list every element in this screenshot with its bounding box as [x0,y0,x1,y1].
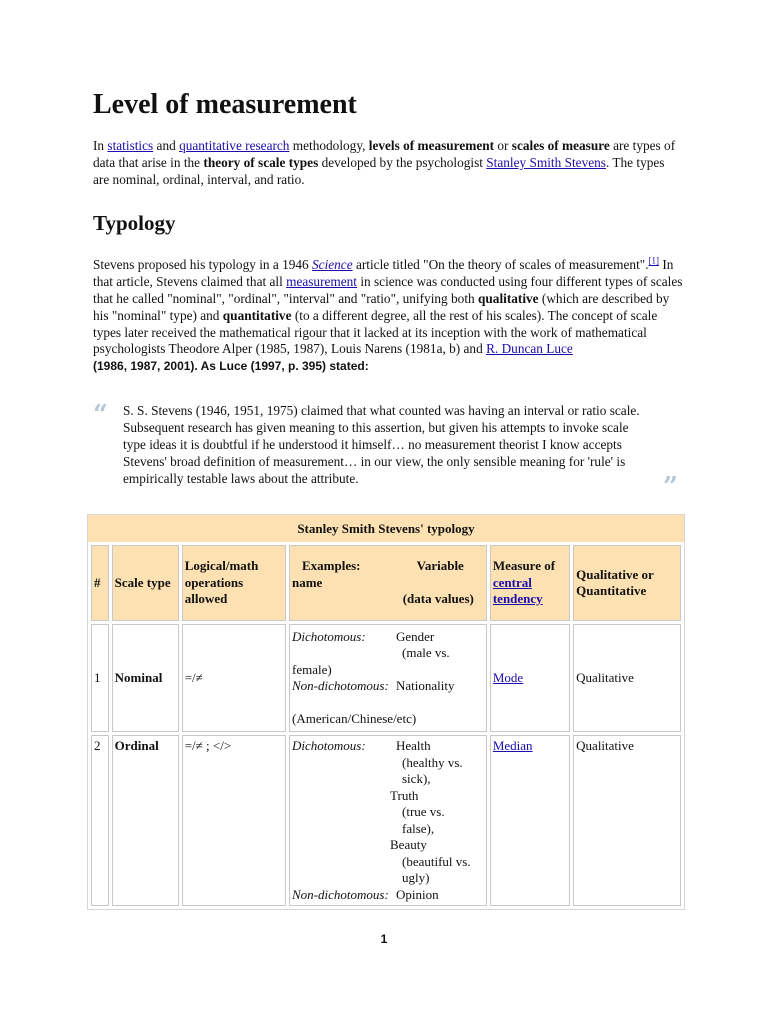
text: in science was conducted using four different types of scales that he called "nominal", "ordinal", "interval" and "ratio", unifying both [93,274,683,306]
example-value: female) [292,661,332,677]
example-value: (American/Chinese/etc) [292,710,417,726]
header-scale-type: Scale type [112,545,179,621]
text: methodology, [289,138,369,153]
example-label: Non-dichotomous: [292,678,389,694]
example-value: Gender [396,628,435,644]
table-header-row [91,545,681,621]
example-value: ugly) [402,870,430,885]
block-quote [93,399,683,502]
cell-num: 1 [91,624,109,732]
header-text: Examples: [302,558,361,574]
header-measure [490,545,570,621]
example-line [292,887,484,904]
text: Stevens proposed his typology in a 1946 [93,257,313,273]
text: are types of data that arise in the [93,138,676,170]
example-value: Nationality [396,678,455,694]
quote-text: S. S. Stevens (1946, 1951, 1975) claimed that what counted was having an interval or ratio scale. Subsequent research has given meaning to this assertion, but given his attempts to invoke scale type ideas it is doubtful if he understood it himself… no measurement theorist I know accepts Stevens' broad definition of measurement… in our view, the only sensible meaning for 'rule' is empirically testable laws about the attribute. [123,402,640,486]
example-value: false), [402,820,435,836]
table-row [91,735,681,906]
cell-measure [490,735,570,906]
header-num: # [91,545,109,621]
header-qualitative-quantitative: Qualitative or Quantitative [573,545,681,621]
cell-measure [490,624,570,732]
example-line [292,678,484,695]
text: article titled "On the theory of scales of measurement". [352,257,649,273]
link-measurement[interactable]: measurement [286,274,357,290]
cell-scale [112,735,179,906]
cell-num: 2 [91,735,109,906]
bold-term: theory of scale types [203,154,319,170]
bold-term: levels of measurement [368,138,495,153]
open-quote-icon: “ [93,399,108,430]
close-quote-icon: ” [663,471,678,502]
link-science[interactable] [312,257,353,272]
bold-term: qualitative [478,290,539,306]
cell-qualitative: Qualitative [573,735,681,906]
link-quantitative-research[interactable]: quantitative research [179,138,290,153]
cell-examples [289,735,487,906]
example-value: (healthy vs. [402,754,463,770]
text: . The types are nominal, ordinal, interval, and ratio. [93,154,665,187]
header-text: Measure of [492,558,556,574]
cell-ops: =/≠ ; </> [182,735,286,906]
text: developed by the psychologist [318,154,487,170]
text: and [153,138,180,153]
example-label: Dichotomous: [292,628,366,644]
page-number: 1 [380,932,388,946]
header-text: name [292,574,323,590]
cell-qualitative: Qualitative [573,624,681,732]
link-r-duncan-luce[interactable]: R. Duncan Luce [486,341,573,357]
link-median[interactable]: Median [492,738,533,753]
example-value: (beautiful vs. [402,853,471,869]
text: In [93,138,108,153]
scale-name: Nominal [114,669,163,685]
table [88,542,684,909]
cell-scale [112,624,179,732]
example-value: (true vs. [402,804,445,819]
example-value: Health [396,738,431,753]
link-mode[interactable]: Mode [492,669,524,685]
header-operations: Logical/math operations allowed [182,545,286,621]
header-text: (data values) [402,591,474,607]
text: (to a different degree, all the rest of his scales). The concept of scale types later received the mathematical rigour that it lacked at its inception with the work of mathematical psychologists Theodore Alper (1985, 1987), Louis Narens (1981a, b) and [93,307,658,357]
text: In that article, Stevens claimed that all [93,257,674,290]
example-value: Opinion [396,886,439,902]
example-value: Beauty [390,837,427,852]
typology-table [87,514,685,910]
intro-paragraph [93,138,683,188]
link-text: Science [312,257,353,273]
typology-paragraph [93,257,683,375]
link-statistics[interactable]: statistics [107,138,154,153]
example-line [292,738,484,755]
header-text: Variable [416,558,464,574]
reference-link[interactable]: [1] [648,255,660,266]
cell-ops: =/≠ [182,624,286,732]
table-row [91,624,681,732]
cell-examples [289,624,487,732]
scale-name: Ordinal [114,738,159,753]
bold-term: quantitative [222,307,292,323]
link-central-tendency[interactable]: central tendency [492,574,543,607]
example-label: Non-dichotomous: [292,886,389,902]
link-stanley-smith-stevens[interactable]: Stanley Smith Stevens [486,154,606,170]
text: (which are described by his "nominal" type) and [93,290,670,323]
text: (1986, 1987, 2001). As Luce (1997, p. 395) stated: [93,359,369,374]
section-heading-typology: Typology [93,211,176,236]
example-value: (male vs. [402,645,450,661]
bold-term: scales of measure [511,138,610,153]
article [93,88,683,502]
example-label: Dichotomous: [292,738,366,753]
page-title: Level of measurement [93,89,357,120]
example-value: sick), [402,771,431,786]
text: or [494,138,512,153]
table-caption: Stanley Smith Stevens' typology [88,515,684,542]
header-examples [289,545,487,621]
example-value: Truth [390,787,419,803]
example-line [292,629,484,646]
